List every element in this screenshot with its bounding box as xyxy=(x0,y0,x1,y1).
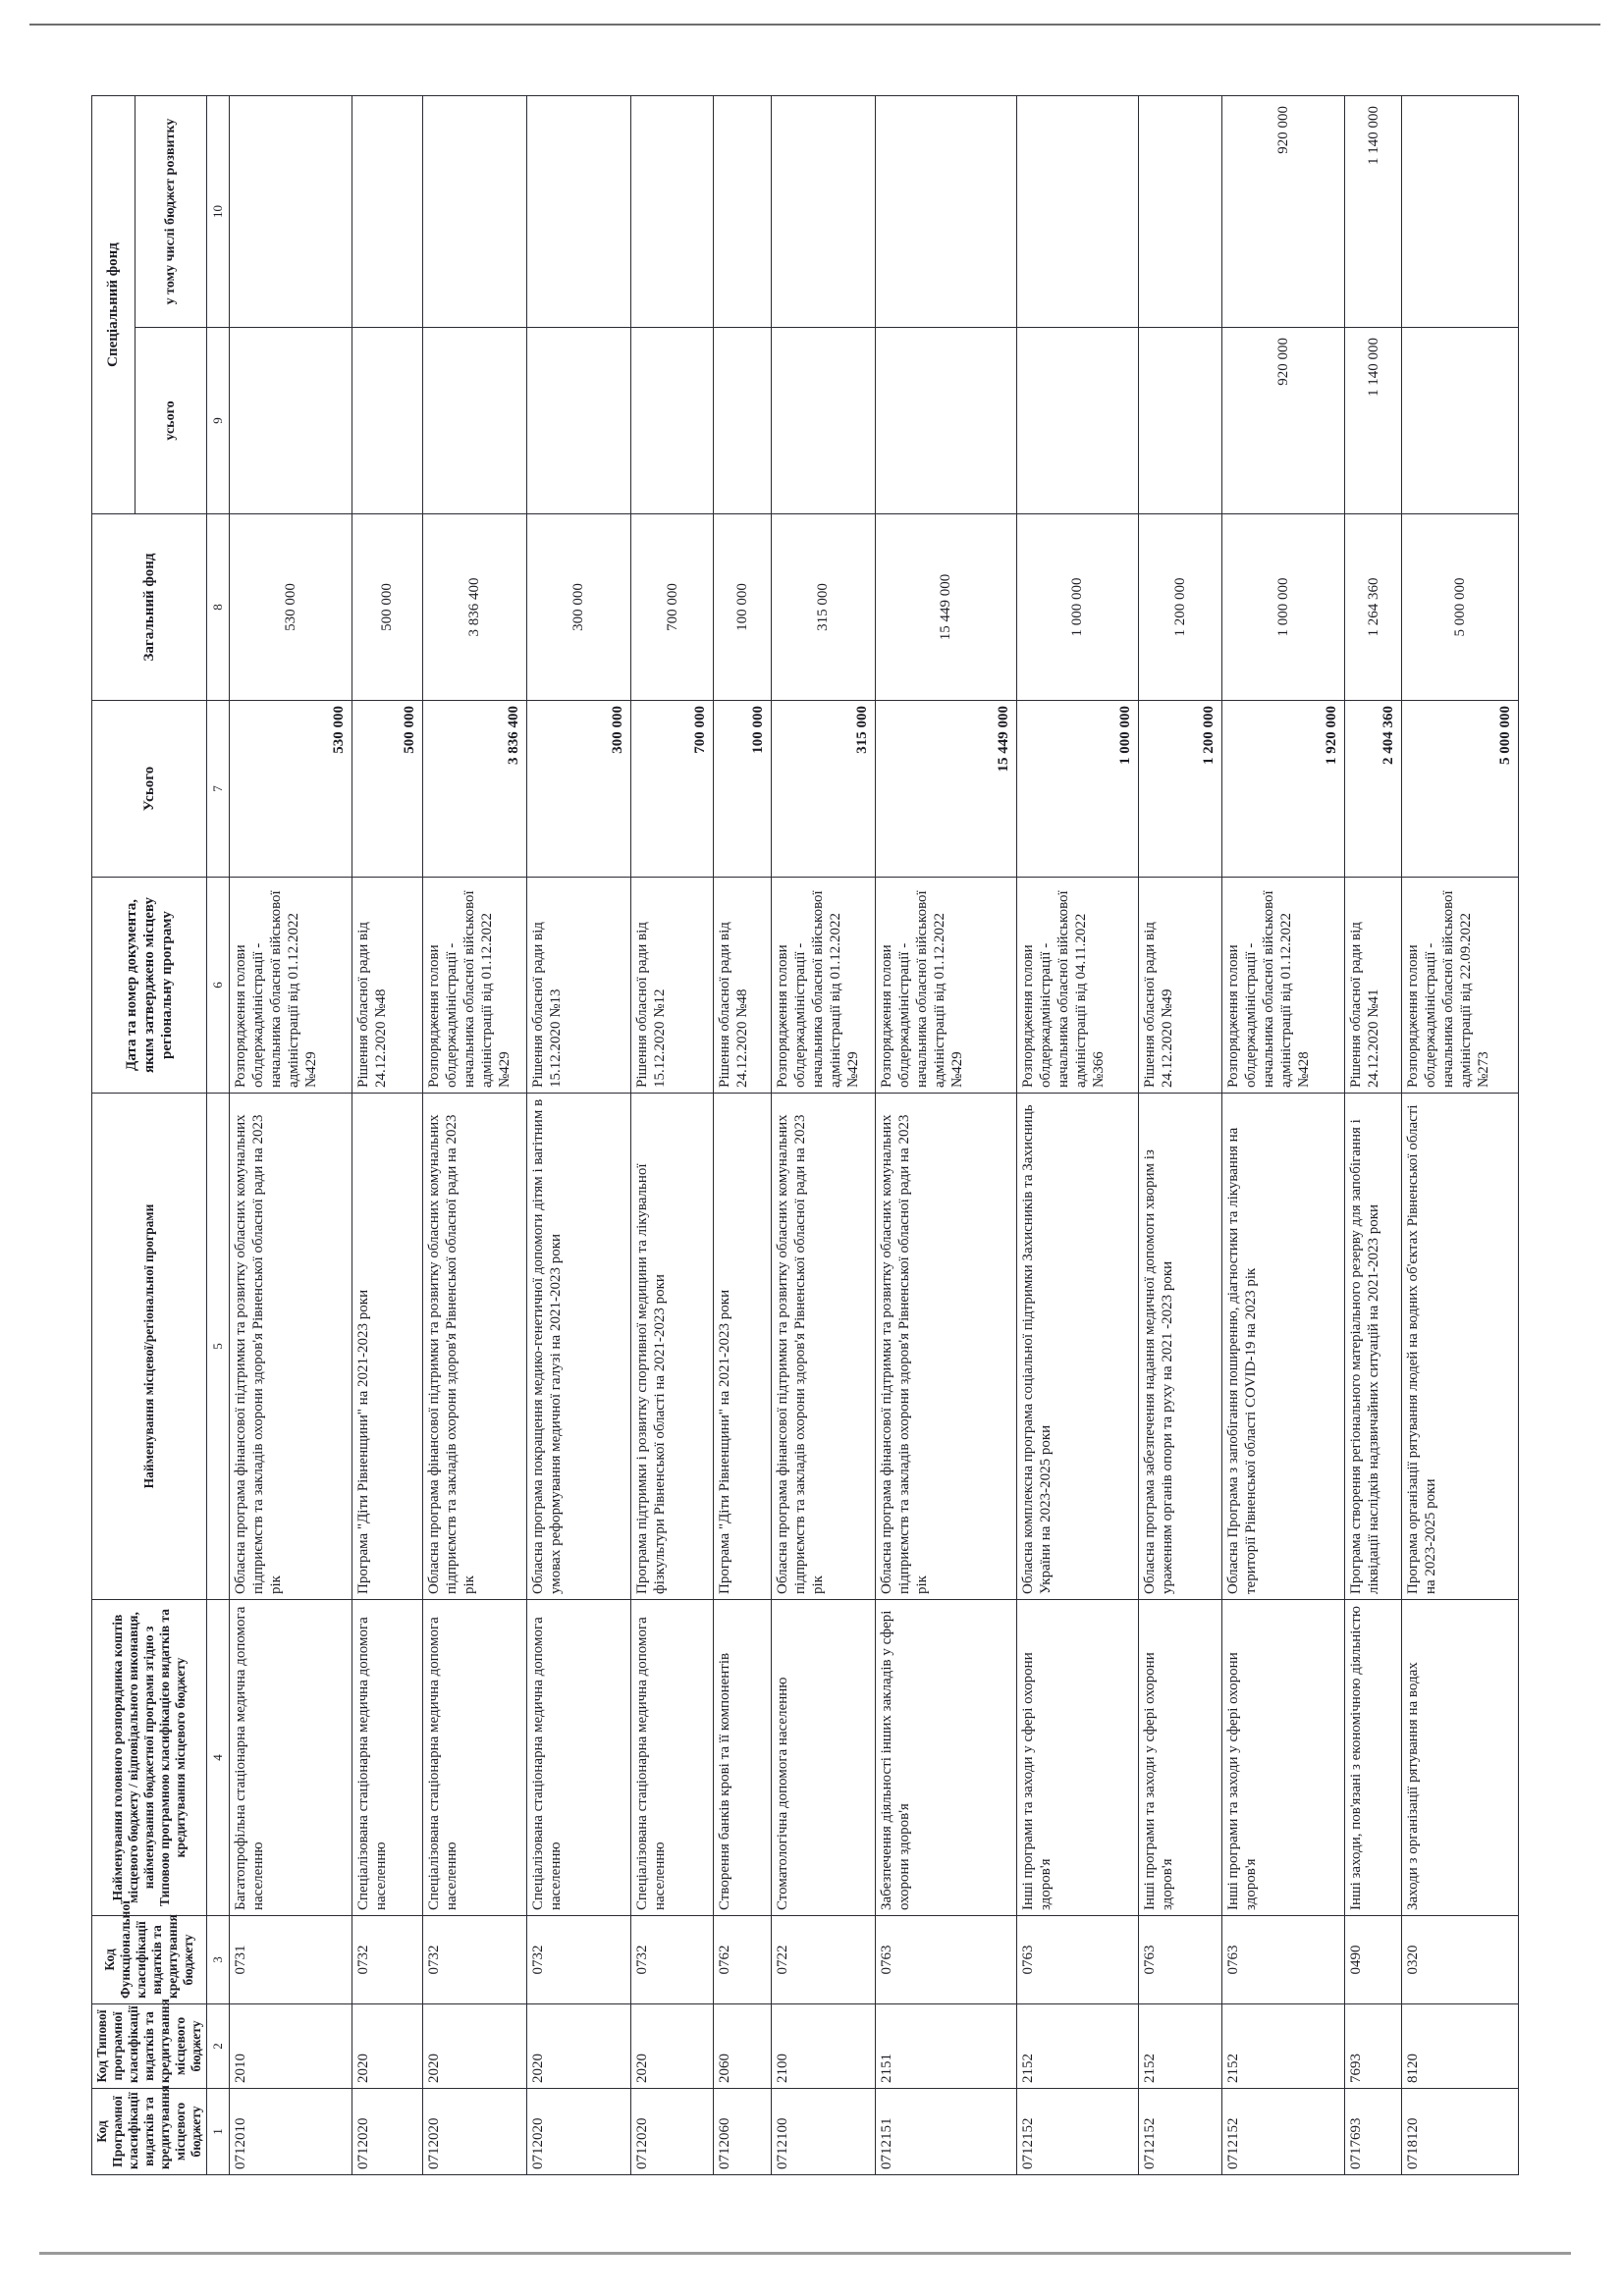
special-fund-amount xyxy=(422,328,526,514)
general-fund-amount: 1 200 000 xyxy=(1139,514,1222,701)
functional-code: 0763 xyxy=(1222,1916,1345,2004)
general-fund-amount: 300 000 xyxy=(526,514,630,701)
general-fund-amount: 100 000 xyxy=(714,514,771,701)
table-row xyxy=(1222,96,1345,2175)
special-fund-amount xyxy=(1139,328,1222,514)
program-code: 0712010 xyxy=(230,2089,352,2175)
table-row xyxy=(771,96,875,2175)
development-budget-amount xyxy=(714,96,771,328)
development-budget-amount xyxy=(630,96,714,328)
approval-document: Розпорядження голови облдержадміністрації - начальника обласної військової адміністрації від 01.12.2022 №429 xyxy=(771,878,875,1094)
regional-program-name: Програма створення регіонального матеріального резерву для запобігання і ліквідації наслідків надзвичайних ситуацій на 2021-2023 роки xyxy=(1345,1094,1402,1600)
special-fund-amount xyxy=(1402,328,1519,514)
approval-document: Розпорядження голови облдержадміністрації - начальника обласної військової адміністрації від 01.12.2022 №428 xyxy=(1222,878,1345,1094)
typical-program-code: 2020 xyxy=(630,2004,714,2089)
functional-code: 0731 xyxy=(230,1916,352,2004)
table-row xyxy=(1016,96,1139,2175)
approval-document: Рішення обласної ради від 24.12.2020 №41 xyxy=(1345,878,1402,1094)
functional-code: 0732 xyxy=(526,1916,630,2004)
header-col2: Код Типової програмної класифікації видатків та кредитування місцевого бюджету xyxy=(92,2004,207,2089)
budget-program-name: Багатопрофільна стаціонарна медична допомога населенню xyxy=(230,1600,352,1916)
general-fund-amount: 1 264 360 xyxy=(1345,514,1402,701)
budget-program-name: Заходи з організації рятування на водах xyxy=(1402,1600,1519,1916)
total-amount: 1 000 000 xyxy=(1016,701,1139,878)
regional-program-name: Обласна програма фінансової підтримки та розвитку обласних комунальних підприємств та закладів охорони здоров'я Рівненської обласної ради на 2023 рік xyxy=(230,1094,352,1600)
general-fund-amount: 3 836 400 xyxy=(422,514,526,701)
header-col7: Усього xyxy=(92,701,207,878)
header-special-fund: Спеціальний фонд xyxy=(92,96,135,514)
program-code: 0712100 xyxy=(771,2089,875,2175)
development-budget-amount xyxy=(1139,96,1222,328)
development-budget-amount xyxy=(1016,96,1139,328)
special-fund-amount xyxy=(771,328,875,514)
approval-document: Розпорядження голови облдержадміністрації - начальника обласної військової адміністрації від 01.12.2022 №429 xyxy=(422,878,526,1094)
functional-code: 0763 xyxy=(1016,1916,1139,2004)
program-code: 0712020 xyxy=(422,2089,526,2175)
table-row xyxy=(714,96,771,2175)
table-row xyxy=(526,96,630,2175)
development-budget-amount xyxy=(771,96,875,328)
scan-edge-top xyxy=(29,24,1600,26)
functional-code: 0722 xyxy=(771,1916,875,2004)
development-budget-amount xyxy=(352,96,422,328)
general-fund-amount: 530 000 xyxy=(230,514,352,701)
general-fund-amount: 500 000 xyxy=(352,514,422,701)
regional-program-name: Обласна програма фінансової підтримки та розвитку обласних комунальних підприємств та закладів охорони здоров'я Рівненської обласної ради на 2023 рік xyxy=(771,1094,875,1600)
header-col4: Найменування головного розпорядника коштів місцевого бюджету / відповідального виконавця, найменування бюджетної програми згідно з Типовою програмною класифікацією видатків та кредитування місцевого бюджету xyxy=(92,1600,207,1916)
regional-program-name: Обласна Програма з запобігання поширенню, діагностики та лікування на території Рівненської області COVID-19 на 2023 рік xyxy=(1222,1094,1345,1600)
program-code: 0712020 xyxy=(526,2089,630,2175)
program-code: 0712152 xyxy=(1222,2089,1345,2175)
program-code: 0712020 xyxy=(352,2089,422,2175)
regional-program-name: Обласна програма покращення медико-генетичної допомоги дітям і вагітним в умовах реформування медичної галузі на 2021-2023 роки xyxy=(526,1094,630,1600)
functional-code: 0320 xyxy=(1402,1916,1519,2004)
budget-program-name: Створення банків крові та її компонентів xyxy=(714,1600,771,1916)
typical-program-code: 7693 xyxy=(1345,2004,1402,2089)
total-amount: 2 404 360 xyxy=(1345,701,1402,878)
functional-code: 0763 xyxy=(875,1916,1016,2004)
header-col1: Код Програмної класифікації видатків та кредитування місцевого бюджету xyxy=(92,2089,207,2175)
col-number: 3 xyxy=(207,1916,230,2004)
general-fund-amount: 700 000 xyxy=(630,514,714,701)
special-fund-amount xyxy=(230,328,352,514)
header-col9: усього xyxy=(135,328,206,514)
header-col8: Загальний фонд xyxy=(92,514,207,701)
program-code: 0717693 xyxy=(1345,2089,1402,2175)
budget-program-name: Інші програми та заходи у сфері охорони здоров'я xyxy=(1139,1600,1222,1916)
header-col10: у тому числі бюджет розвитку xyxy=(135,96,206,328)
col-number: 2 xyxy=(207,2004,230,2089)
typical-program-code: 2060 xyxy=(714,2004,771,2089)
special-fund-amount: 1 140 000 xyxy=(1345,328,1402,514)
rotated-page xyxy=(91,96,1513,2175)
development-budget-amount xyxy=(875,96,1016,328)
general-fund-amount: 5 000 000 xyxy=(1402,514,1519,701)
budget-program-name: Стоматологічна допомога населенню xyxy=(771,1600,875,1916)
total-amount: 700 000 xyxy=(630,701,714,878)
total-amount: 530 000 xyxy=(230,701,352,878)
table-row xyxy=(230,96,352,2175)
header-col3: Код Функціональної класифікації видатків та кредитування бюджету xyxy=(92,1916,207,2004)
total-amount: 1 200 000 xyxy=(1139,701,1222,878)
typical-program-code: 2152 xyxy=(1139,2004,1222,2089)
typical-program-code: 2020 xyxy=(526,2004,630,2089)
col-number: 6 xyxy=(207,878,230,1094)
total-amount: 1 920 000 xyxy=(1222,701,1345,878)
regional-program-name: Обласна програма забезпечення надання медичної допомоги хворим із ураженням органів опори та руху на 2021 -2023 роки xyxy=(1139,1094,1222,1600)
table-row xyxy=(1402,96,1519,2175)
development-budget-amount: 920 000 xyxy=(1222,96,1345,328)
scan-edge-bottom xyxy=(39,2252,1571,2255)
programs-table xyxy=(91,95,1519,2175)
col-number: 9 xyxy=(207,328,230,514)
regional-program-name: Обласна комплексна програма соціальної підтримки Захисників та Захисниць України на 2023-2025 роки xyxy=(1016,1094,1139,1600)
functional-code: 0490 xyxy=(1345,1916,1402,2004)
regional-program-name: Обласна програма фінансової підтримки та розвитку обласних комунальних підприємств та закладів охорони здоров'я Рівненської обласної ради на 2023 рік xyxy=(875,1094,1016,1600)
programs-table-body xyxy=(230,96,1519,2175)
development-budget-amount xyxy=(526,96,630,328)
approval-document: Рішення обласної ради від 24.12.2020 №49 xyxy=(1139,878,1222,1094)
typical-program-code: 2152 xyxy=(1016,2004,1139,2089)
regional-program-name: Програма підтримки і розвитку спортивної медицини та лікувальної фізкультури Рівненської області на 2021-2023 роки xyxy=(630,1094,714,1600)
table-row xyxy=(630,96,714,2175)
program-code: 0712152 xyxy=(1139,2089,1222,2175)
general-fund-amount: 1 000 000 xyxy=(1016,514,1139,701)
budget-program-name: Забезпечення діяльності інших закладів у сфері охорони здоров'я xyxy=(875,1600,1016,1916)
total-amount: 300 000 xyxy=(526,701,630,878)
column-number-row xyxy=(207,96,230,2175)
typical-program-code: 2152 xyxy=(1222,2004,1345,2089)
approval-document: Рішення обласної ради від 15.12.2020 №12 xyxy=(630,878,714,1094)
program-code: 0712020 xyxy=(630,2089,714,2175)
table-row xyxy=(875,96,1016,2175)
budget-program-name: Інші програми та заходи у сфері охорони здоров'я xyxy=(1222,1600,1345,1916)
functional-code: 0732 xyxy=(352,1916,422,2004)
typical-program-code: 2100 xyxy=(771,2004,875,2089)
approval-document: Розпорядження голови облдержадміністрації - начальника обласної військової адміністрації від 01.12.2022 №429 xyxy=(230,878,352,1094)
special-fund-amount: 920 000 xyxy=(1222,328,1345,514)
program-code: 0718120 xyxy=(1402,2089,1519,2175)
header-row-1 xyxy=(92,96,135,2175)
program-code: 0712151 xyxy=(875,2089,1016,2175)
total-amount: 15 449 000 xyxy=(875,701,1016,878)
special-fund-amount xyxy=(1016,328,1139,514)
functional-code: 0763 xyxy=(1139,1916,1222,2004)
approval-document: Рішення обласної ради від 24.12.2020 №48 xyxy=(352,878,422,1094)
header-col5: Найменування місцевої/регіональної програми xyxy=(92,1094,207,1600)
col-number: 8 xyxy=(207,514,230,701)
total-amount: 5 000 000 xyxy=(1402,701,1519,878)
approval-document: Розпорядження голови облдержадміністрації - начальника обласної військової адміністрації від 01.12.2022 №429 xyxy=(875,878,1016,1094)
approval-document: Рішення обласної ради від 15.12.2020 №13 xyxy=(526,878,630,1094)
approval-document: Розпорядження голови облдержадміністрації - начальника обласної військової адміністрації від 22.09.2022 №273 xyxy=(1402,878,1519,1094)
table-row xyxy=(1345,96,1402,2175)
budget-program-name: Спеціалізована стаціонарна медична допомога населенню xyxy=(526,1600,630,1916)
budget-program-name: Спеціалізована стаціонарна медична допомога населенню xyxy=(630,1600,714,1916)
total-amount: 100 000 xyxy=(714,701,771,878)
typical-program-code: 8120 xyxy=(1402,2004,1519,2089)
total-amount: 3 836 400 xyxy=(422,701,526,878)
development-budget-amount xyxy=(1402,96,1519,328)
budget-program-name: Інші заходи, пов'язані з економічною діяльністю xyxy=(1345,1600,1402,1916)
budget-program-name: Інші програми та заходи у сфері охорони здоров'я xyxy=(1016,1600,1139,1916)
general-fund-amount: 15 449 000 xyxy=(875,514,1016,701)
regional-program-name: Програма організації рятування людей на водних об'єктах Рівненської області на 2023-2025 роки xyxy=(1402,1094,1519,1600)
approval-document: Рішення обласної ради від 24.12.2020 №48 xyxy=(714,878,771,1094)
table-row xyxy=(1139,96,1222,2175)
col-number: 1 xyxy=(207,2089,230,2175)
regional-program-name: Програма "Діти Рівненщини" на 2021-2023 роки xyxy=(352,1094,422,1600)
col-number: 5 xyxy=(207,1094,230,1600)
development-budget-amount xyxy=(422,96,526,328)
functional-code: 0762 xyxy=(714,1916,771,2004)
typical-program-code: 2010 xyxy=(230,2004,352,2089)
program-code: 0712060 xyxy=(714,2089,771,2175)
regional-program-name: Програма "Діти Рівненщини" на 2021-2023 роки xyxy=(714,1094,771,1600)
functional-code: 0732 xyxy=(422,1916,526,2004)
table-row xyxy=(422,96,526,2175)
total-amount: 500 000 xyxy=(352,701,422,878)
development-budget-amount: 1 140 000 xyxy=(1345,96,1402,328)
typical-program-code: 2020 xyxy=(352,2004,422,2089)
col-number: 10 xyxy=(207,96,230,328)
budget-program-name: Спеціалізована стаціонарна медична допомога населенню xyxy=(422,1600,526,1916)
col-number: 4 xyxy=(207,1600,230,1916)
functional-code: 0732 xyxy=(630,1916,714,2004)
special-fund-amount xyxy=(875,328,1016,514)
col-number: 7 xyxy=(207,701,230,878)
development-budget-amount xyxy=(230,96,352,328)
regional-program-name: Обласна програма фінансової підтримки та розвитку обласних комунальних підприємств та закладів охорони здоров'я Рівненської обласної ради на 2023 рік xyxy=(422,1094,526,1600)
special-fund-amount xyxy=(630,328,714,514)
special-fund-amount xyxy=(714,328,771,514)
header-col6: Дата та номер документа, яким затверджено місцеву регіональну програму xyxy=(92,878,207,1094)
general-fund-amount: 315 000 xyxy=(771,514,875,701)
special-fund-amount xyxy=(526,328,630,514)
table-row xyxy=(352,96,422,2175)
approval-document: Розпорядження голови облдержадміністрації - начальника обласної військової адміністрації від 04.11.2022 №366 xyxy=(1016,878,1139,1094)
budget-program-name: Спеціалізована стаціонарна медична допомога населенню xyxy=(352,1600,422,1916)
special-fund-amount xyxy=(352,328,422,514)
typical-program-code: 2151 xyxy=(875,2004,1016,2089)
general-fund-amount: 1 000 000 xyxy=(1222,514,1345,701)
program-code: 0712152 xyxy=(1016,2089,1139,2175)
typical-program-code: 2020 xyxy=(422,2004,526,2089)
total-amount: 315 000 xyxy=(771,701,875,878)
